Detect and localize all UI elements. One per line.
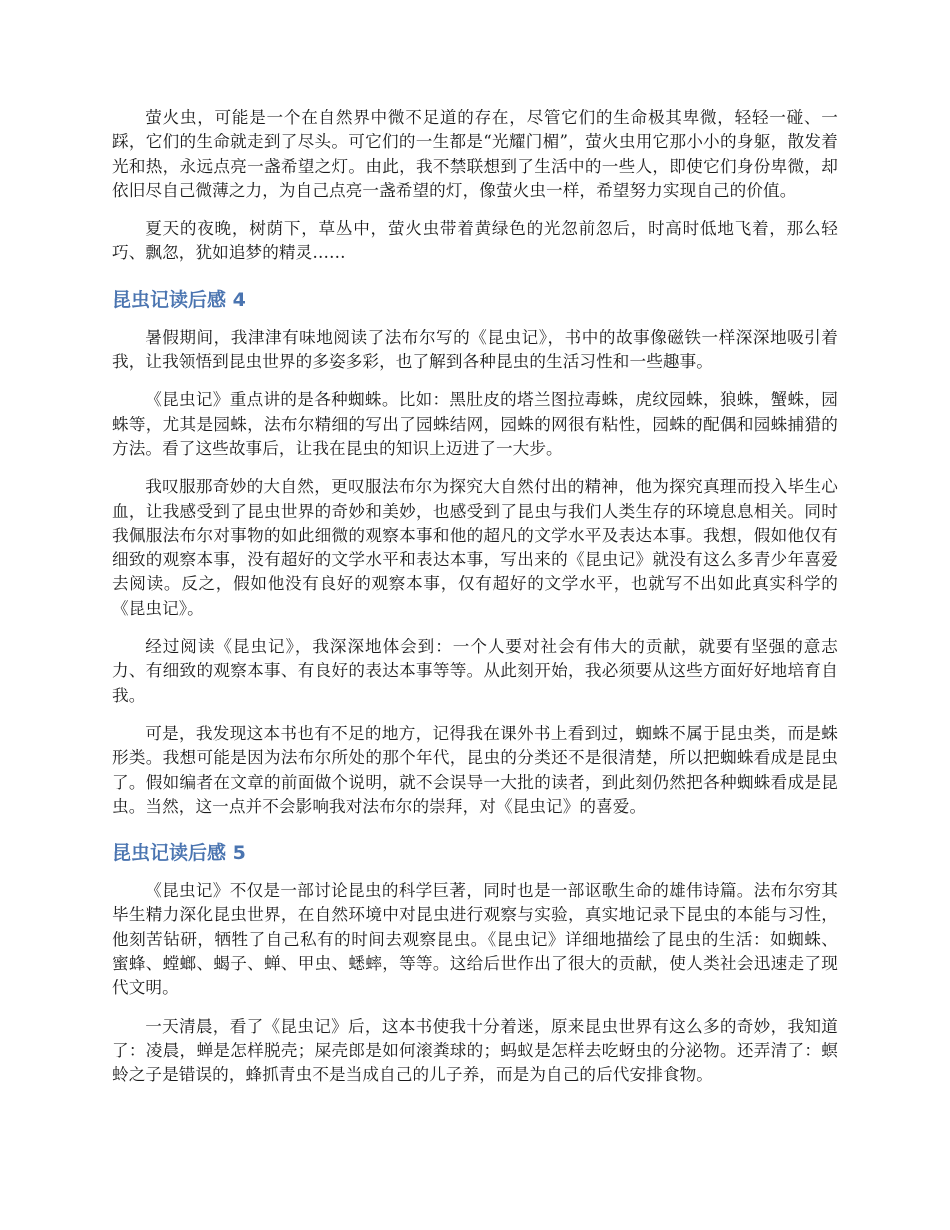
paragraph: 可是，我发现这本书也有不足的地方，记得我在课外书上看到过，蜘蛛不属于昆虫类，而是蛛形类。我想可能是因为法布尔所处的那个年代，昆虫的分类还不是很清楚，所以把蜘蛛看成是昆虫了。假如编者在文章的前面做个说明，就不会误导一大批的读者，到此刻仍然把各种蜘蛛看成是昆虫。当然，这一点并不会影响我对法布尔的崇拜，对《昆虫记》的喜爱。 — [112, 723, 838, 816]
paragraph: 夏天的夜晚，树荫下，草丛中，萤火虫带着黄绿色的光忽前忽后，时高时低地飞着，那么轻巧、飘忽，犹如追梦的精灵…… — [112, 219, 838, 263]
section-heading-4: 昆虫记读后感 4 — [112, 288, 246, 311]
paragraph: 萤火虫，可能是一个在自然界中微不足道的存在，尽管它们的生命极其卑微，轻轻一碰、一踩，它们的生命就走到了尽头。可它们的一生都是“光耀门楣”，萤火虫用它那小小的身躯，散发着光和热，永远点亮一盏希望之灯。由此，我不禁联想到了生活中的一些人，即使它们身份卑微，却依旧尽自己微薄之力，为自己点亮一盏希望的灯，像萤火虫一样，希望努力实现自己的价值。 — [112, 108, 838, 200]
paragraph: 经过阅读《昆虫记》，我深深地体会到：一个人要对社会有伟大的贡献，就要有坚强的意志力、有细致的观察本事、有良好的表达本事等等。从此刻开始，我必须要从这些方面好好地培育自我。 — [112, 637, 838, 705]
paragraph: 一天清晨，看了《昆虫记》后，这本书使我十分着迷，原来昆虫世界有这么多的奇妙，我知道了：凌晨，蝉是怎样脱壳；屎壳郎是如何滚粪球的；蚂蚁是怎样去吃蚜虫的分泌物。还弄清了：螟蛉之子是错误的，蜂抓青虫不是当成自己的儿子养，而是为自己的后代安排食物。 — [112, 1016, 838, 1085]
paragraph: 《昆虫记》不仅是一部讨论昆虫的科学巨著，同时也是一部讴歌生命的雄伟诗篇。法布尔穷其毕生精力深化昆虫世界，在自然环境中对昆虫进行观察与实验，真实地记录下昆虫的本能与习性，他刻苦钻研，牺牲了自己私有的时间去观察昆虫。《昆虫记》详细地描绘了昆虫的生活：如蜘蛛、蜜蜂、螳螂、蝎子、蝉、甲虫、蟋蟀，等等。这给后世作出了很大的贡献，使人类社会迅速走了现代文明。 — [112, 881, 838, 998]
paragraph: 《昆虫记》重点讲的是各种蜘蛛。比如：黑肚皮的塔兰图拉毒蛛，虎纹园蛛，狼蛛，蟹蛛，园蛛等，尤其是园蛛，法布尔精细的写出了园蛛结网，园蛛的网很有粘性，园蛛的配偶和园蛛捕猎的方法。看了这些故事后，让我在昆虫的知识上迈进了一大步。 — [112, 390, 838, 458]
section-heading-5: 昆虫记读后感 5 — [112, 842, 246, 865]
paragraph: 我叹服那奇妙的大自然，更叹服法布尔为探究大自然付出的精神，他为探究真理而投入毕生心血，让我感受到了昆虫世界的奇妙和美妙，也感受到了昆虫与我们人类生存的环境息息相关。同时我佩服法布尔对事物的如此细微的观察本事和他的超凡的文学水平及表达本事。我想，假如他仅有细致的观察本事，没有超好的文学水平和表达本事，写出来的《昆虫记》就没有这么多青少年喜爱去阅读。反之，假如他没有良好的观察本事，仅有超好的文学水平，也就写不出如此真实科学的《昆虫记》。 — [112, 477, 838, 618]
paragraph: 暑假期间，我津津有味地阅读了法布尔写的《昆虫记》，书中的故事像磁铁一样深深地吸引着我，让我领悟到昆虫世界的多姿多彩，也了解到各种昆虫的生活习性和一些趣事。 — [112, 327, 838, 372]
